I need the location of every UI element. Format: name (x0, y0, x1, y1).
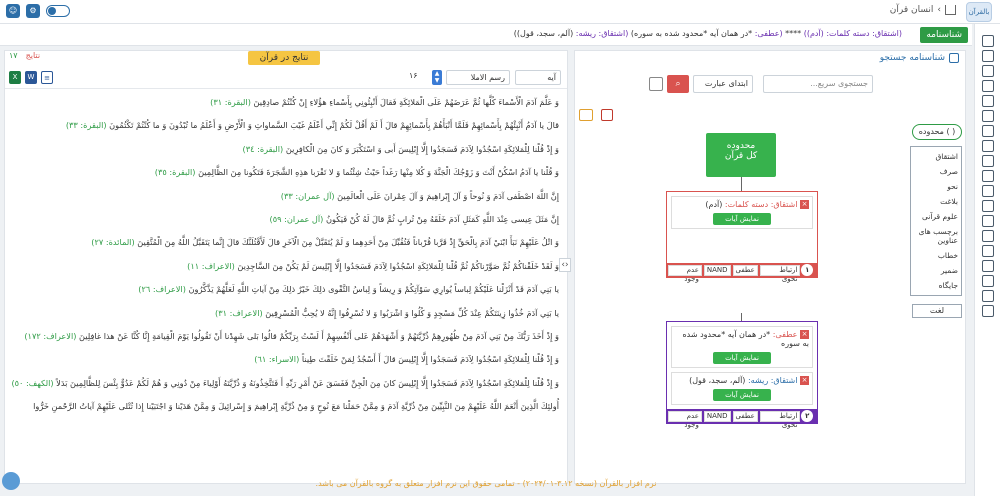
palette-item[interactable]: علوم قرآنی (921, 212, 958, 221)
verse-reference[interactable]: (الاعراف: ١٧٢) (24, 331, 77, 342)
palette-item[interactable]: ضمیر (940, 266, 958, 275)
search-input[interactable]: جستجوی سریع... (763, 75, 873, 93)
verse-row[interactable] (5, 278, 567, 301)
verse-row[interactable] (5, 91, 567, 114)
palette-scope-button[interactable]: ( ) محدوده (912, 124, 962, 140)
condition-group-2 (666, 321, 818, 429)
sidebar-table-icon[interactable] (982, 260, 994, 272)
breadcrumb-sep: › (937, 5, 941, 15)
sidebar-link-icon[interactable] (982, 140, 994, 152)
condition-2 (671, 326, 813, 368)
sidebar-bookmark-icon[interactable] (982, 230, 994, 242)
verse-reference[interactable]: (الكهف: ٥٠) (11, 377, 54, 388)
condition-group-1 (666, 191, 818, 283)
scope-label: محدوده (726, 141, 756, 151)
sidebar-search-icon[interactable] (982, 50, 994, 62)
verse-row[interactable] (5, 208, 567, 231)
summary-part: (عطفی: (752, 29, 783, 38)
summary-part: (اشتقاق: ریشه: (573, 29, 629, 38)
palette-item[interactable]: نحو (947, 182, 958, 191)
breadcrumb (890, 5, 956, 15)
verse-reference[interactable]: (الاعراف: ٢٦) (138, 284, 186, 295)
app-logo[interactable]: بالقرآن (966, 2, 992, 22)
scope-root-node[interactable] (706, 133, 776, 177)
palette-item[interactable]: جایگاه (938, 281, 958, 290)
condition-spacer (671, 233, 813, 263)
verse-text: يا بَنِي آدَمَ خُذُوا زِينَتَكُمْ عِنْدَ كُلِّ مَسْجِدٍ وَ كُلُوا وَ اشْرَبُوا وَ لا تُسْرِفُوا إِنَّهُ لا يُحِبُّ الْمُسْرِفِينَ (265, 307, 559, 318)
verse-row[interactable] (5, 395, 567, 418)
id-button[interactable]: شناسنامه (920, 27, 968, 43)
scope-value: کل قرآن (724, 151, 758, 161)
results-tab-group (9, 51, 40, 60)
results-title: نتایج در قرآن (248, 51, 320, 65)
query-canvas (575, 123, 965, 483)
verse-row[interactable] (5, 302, 567, 325)
chat-icon[interactable] (2, 472, 20, 490)
condition-key: عطفی: (772, 330, 798, 339)
search-summary (514, 29, 902, 38)
verse-text: إِنَّ مَثَلَ عِيسى عِنْدَ اللَّهِ كَمَثَلِ آدَمَ خَلَقَهُ مِنْ تُرابٍ ثُمَّ قالَ لَهُ كُنْ فَيَكُونُ (325, 214, 559, 225)
sidebar-list-icon[interactable] (982, 110, 994, 122)
verse-text: وَ لَقَدْ خَلَقْناكُمْ ثُمَّ صَوَّرْناكُمْ ثُمَّ قُلْنا لِلْمَلائِكَةِ اسْجُدُوا لِآدَمَ فَسَجَدُوا إِلَّا إِبْلِيسَ لَمْ يَكُنْ مِنَ السَّاجِدِينَ (237, 260, 559, 271)
condition-1 (671, 196, 813, 229)
palette-item[interactable]: بلاغت (940, 197, 958, 206)
search-row (575, 71, 965, 99)
user-icon[interactable]: ☺ (6, 4, 20, 18)
query-builder-icon (949, 53, 959, 63)
verse-text: وَ إِذْ أَخَذَ رَبُّكَ مِنْ بَنِي آدَمَ مِنْ ظُهُورِهِمْ ذُرِّيَّتَهُمْ وَ أَشْهَدَهُمْ عَلى أَنْفُسِهِمْ أَ لَسْتُ بِرَبِّكُمْ قالُوا بَلى شَهِدْنا أَنْ تَقُولُوا يَوْمَ الْقِيامَةِ إِنَّا كُنَّا عَنْ هذا غافِلِينَ (79, 331, 559, 342)
verse-text: وَ اتْلُ عَلَيْهِمْ نَبَأَ ابْنَيْ آدَمَ بِالْحَقِّ إِذْ قَرَّبا قُرْباناً فَتُقُبِّلَ مِنْ أَحَدِهِما وَ لَمْ يُتَقَبَّلْ مِنَ الْآخَرِ قالَ لَأَقْتُلَنَّكَ قالَ إِنَّما يَتَقَبَّلُ اللَّهُ مِنَ الْمُتَّقِينَ (137, 237, 559, 248)
op-conjunctive[interactable]: عطفی (733, 265, 758, 276)
verse-row[interactable] (5, 114, 567, 137)
summary-part: (اشتقاق: دسته کلمات: (آدم)) (801, 29, 902, 38)
condition-3 (671, 372, 813, 405)
verse-row[interactable] (5, 161, 567, 184)
verse-row[interactable] (5, 255, 567, 278)
group-operators (667, 409, 817, 429)
verse-reference[interactable]: (آل عمران: ٥٩) (269, 214, 324, 225)
sidebar-chat-icon[interactable] (982, 170, 994, 182)
verse-list (5, 91, 567, 481)
condition-palette (910, 146, 962, 296)
theme-toggle[interactable] (46, 5, 70, 17)
group-number: ٢ (801, 410, 813, 422)
sidebar-star-icon[interactable] (982, 290, 994, 302)
font-size-value[interactable]: ۱۶ (409, 71, 418, 80)
verse-text: وَ قُلْنا يا آدَمُ اسْكُنْ أَنْتَ وَ زَوْجُكَ الْجَنَّةَ وَ كُلا مِنْها رَغَداً حَيْثُ شِئْتُما وَ لا تَقْرَبا هذِهِ الشَّجَرَةَ فَتَكُونا مِنَ الظَّالِمِينَ (198, 167, 559, 178)
summary-part: (آلم، سجد، قول)) (513, 29, 574, 38)
condition-key: اشتقاق: دسته کلمات: (724, 200, 798, 209)
condition-value: *در همان آیه *محدود شده به سوره (682, 330, 809, 348)
breadcrumb-item[interactable]: انسان قرآن (889, 5, 934, 15)
delete-icon[interactable]: × (801, 376, 808, 384)
results-tab[interactable]: نتایج (25, 51, 41, 60)
verse-reference[interactable]: (الاعراف: ١١) (187, 260, 235, 271)
op-absence[interactable]: عدم وجود (668, 265, 702, 276)
columns-icon[interactable]: ≡ (41, 71, 53, 84)
verse-reference[interactable]: (الاعراف: ٣١) (215, 307, 263, 318)
condition-value: (آدم) (705, 200, 723, 209)
sidebar-folder-icon[interactable] (982, 200, 994, 212)
settings-icon[interactable]: ⚙ (26, 4, 40, 18)
match-mode-select[interactable]: ابتدای عبارت (693, 75, 753, 93)
verse-reference[interactable]: (البقرة: ٣٥) (154, 167, 196, 178)
verse-text: وَ إِذْ قُلْنا لِلْمَلائِكَةِ اسْجُدُوا لِآدَمَ فَسَجَدُوا إِلَّا إِبْلِيسَ أَبى وَ اسْتَكْبَرَ وَ كانَ مِنَ الْكافِرِينَ (285, 143, 559, 154)
delete-icon[interactable]: × (801, 330, 808, 338)
verse-reference[interactable]: (البقرة: ٣٣) (65, 120, 107, 131)
right-sidebar (974, 24, 1000, 496)
verse-row[interactable] (5, 325, 567, 348)
collapse-panel-button[interactable]: ‹› (559, 258, 571, 272)
sidebar-chart-icon[interactable] (982, 80, 994, 92)
sidebar-book-icon[interactable] (982, 65, 994, 77)
op-absence[interactable]: عدم وجود (668, 411, 702, 422)
top-bar (0, 0, 1000, 24)
excel-icon[interactable]: X (9, 71, 21, 84)
sidebar-tag-icon[interactable] (982, 215, 994, 227)
sidebar-doc-icon[interactable] (982, 185, 994, 197)
script-select[interactable]: رسم الاملا (446, 70, 510, 85)
op-nand[interactable]: NAND (704, 411, 731, 422)
group-number: ١ (801, 264, 813, 276)
search-summary-bar (0, 24, 972, 46)
palette-item[interactable]: اشتقاق (935, 152, 958, 161)
op-syntactic[interactable]: ارتباط نحوی (760, 411, 801, 422)
verse-row[interactable] (5, 372, 567, 395)
op-syntactic[interactable]: ارتباط نحوی (760, 265, 801, 276)
results-count: ۱۷ (9, 51, 18, 60)
results-toolbar (5, 67, 567, 89)
palette-item[interactable]: خطاب (937, 251, 958, 260)
verse-text: يا بَنِي آدَمَ قَدْ أَنْزَلْنا عَلَيْكُمْ لِباساً يُوارِي سَوْآتِكُمْ وَ رِيشاً وَ لِباسُ التَّقْوى ذلِكَ خَيْرٌ ذلِكَ مِنْ آياتِ اللَّهِ لَعَلَّهُمْ يَذَّكَّرُونَ (188, 284, 559, 295)
summary-part: **** (782, 29, 802, 38)
save-icon[interactable] (601, 109, 613, 121)
sidebar-tree-icon[interactable] (982, 275, 994, 287)
verse-text: وَ عَلَّمَ آدَمَ الْأَسْماءَ كُلَّها ثُمَّ عَرَضَهُمْ عَلَى الْمَلائِكَةِ فَقالَ أَنْبِئُونِي بِأَسْماءِ هؤُلاءِ إِنْ كُنْتُمْ صادِقِينَ (253, 97, 559, 107)
query-builder-title: شناسنامه جستجو (879, 53, 945, 63)
verse-row[interactable] (5, 348, 567, 371)
show-verses-button[interactable]: نمایش آیات (713, 352, 771, 364)
results-panel (4, 50, 568, 484)
sidebar-quran-icon[interactable] (982, 35, 994, 47)
query-builder-header (880, 53, 959, 63)
word-icon[interactable]: W (25, 71, 37, 84)
show-verses-button[interactable]: نمایش آیات (713, 389, 771, 401)
top-icons (6, 4, 70, 18)
verse-reference[interactable]: (آل عمران: ٣٣) (280, 190, 335, 201)
sidebar-info-icon[interactable] (982, 305, 994, 317)
delete-icon[interactable]: × (801, 200, 808, 208)
verse-reference[interactable]: (البقرة: ٣١) (210, 97, 251, 107)
verse-text: وَ إِذْ قُلْنا لِلْمَلائِكَةِ اسْجُدُوا لِآدَمَ فَسَجَدُوا إِلَّا إِبْلِيسَ قالَ أَ أَسْجُدُ لِمَنْ خَلَقْتَ طِيناً (301, 354, 559, 365)
connector-line (741, 177, 742, 191)
query-builder-panel (574, 50, 966, 484)
verse-row[interactable] (5, 185, 567, 208)
palette-lexicon-button[interactable]: لغت (912, 304, 962, 318)
show-verses-button[interactable]: نمایش آیات (713, 213, 771, 225)
open-folder-icon[interactable] (579, 109, 593, 121)
verse-reference[interactable]: (الاسراء: ٦١) (254, 354, 300, 365)
sidebar-shuffle-icon[interactable] (982, 155, 994, 167)
palette-item[interactable]: برچسب های عناوین (918, 227, 958, 245)
home-icon[interactable] (945, 5, 956, 15)
sidebar-edit-icon[interactable] (982, 95, 994, 107)
verse-reference[interactable]: (المائدة: ٢٧) (91, 237, 135, 248)
tree-view-icon[interactable] (649, 77, 663, 91)
palette-item[interactable]: صرف (939, 167, 958, 176)
sidebar-note-icon[interactable] (982, 245, 994, 257)
font-size-stepper[interactable]: ▲ ▼ (432, 70, 442, 85)
condition-key: اشتقاق: ریشه: (747, 376, 798, 385)
verse-row[interactable] (5, 138, 567, 161)
group-operators (667, 263, 817, 283)
verse-reference[interactable]: (البقرة: ٣٤) (242, 143, 284, 154)
verse-text: أُولئِكَ الَّذِينَ أَنْعَمَ اللَّهُ عَلَيْهِمْ مِنَ النَّبِيِّينَ مِنْ ذُرِّيَّةِ آدَمَ وَ مِمَّنْ حَمَلْنا مَعَ نُوحٍ وَ مِنْ ذُرِّيَّةِ إِبْراهِيمَ وَ إِسْرائِيلَ وَ مِمَّنْ هَدَيْنا وَ اجْتَبَيْنا إِذا تُتْلى عَلَيْهِمْ آياتُ الرَّحْمنِ خَرُّوا (33, 401, 559, 412)
verse-row[interactable] (5, 231, 567, 254)
sidebar-grid-icon[interactable] (982, 125, 994, 137)
summary-part: *در همان آیه *محدود شده به سوره) (628, 29, 753, 38)
op-conjunctive[interactable]: عطفی (733, 411, 758, 422)
op-nand[interactable]: NAND (704, 265, 731, 276)
search-button[interactable]: ⌕ (667, 75, 689, 93)
verse-text: وَ إِذْ قُلْنا لِلْمَلائِكَةِ اسْجُدُوا لِآدَمَ فَسَجَدُوا إِلَّا إِبْلِيسَ كانَ مِنَ الْجِنِّ فَفَسَقَ عَنْ أَمْرِ رَبِّهِ أَ فَتَتَّخِذُونَهُ وَ ذُرِّيَّتَهُ أَوْلِياءَ مِنْ دُونِي وَ هُمْ لَكُمْ عَدُوٌّ بِئْسَ لِلظَّالِمِينَ بَدَلاً (56, 377, 559, 388)
footer-copyright: نرم افزار بالقرآن (نسخه ۳.۱۲-۲۰۲۴/۰۱) - تمامی حقوق این نرم افزار متعلق به گروه بالقرآن می باشد. (315, 479, 657, 488)
verse-text: إِنَّ اللَّهَ اصْطَفى آدَمَ وَ نُوحاً وَ آلَ إِبْراهِيمَ وَ آلَ عِمْرانَ عَلَى الْعالَمِينَ (337, 190, 559, 201)
verse-text: قالَ يا آدَمُ أَنْبِئْهُمْ بِأَسْمائِهِمْ فَلَمَّا أَنْبَأَهُمْ بِأَسْمائِهِمْ قالَ أَ لَمْ أَقُلْ لَكُمْ إِنِّي أَعْلَمُ غَيْبَ السَّماواتِ وَ الْأَرْضِ وَ أَعْلَمُ ما تُبْدُونَ وَ ما كُنْتُمْ تَكْتُمُونَ (109, 120, 559, 131)
condition-value: (آلم، سجد، قول) (689, 376, 746, 385)
view-select[interactable]: آیه (515, 70, 561, 85)
